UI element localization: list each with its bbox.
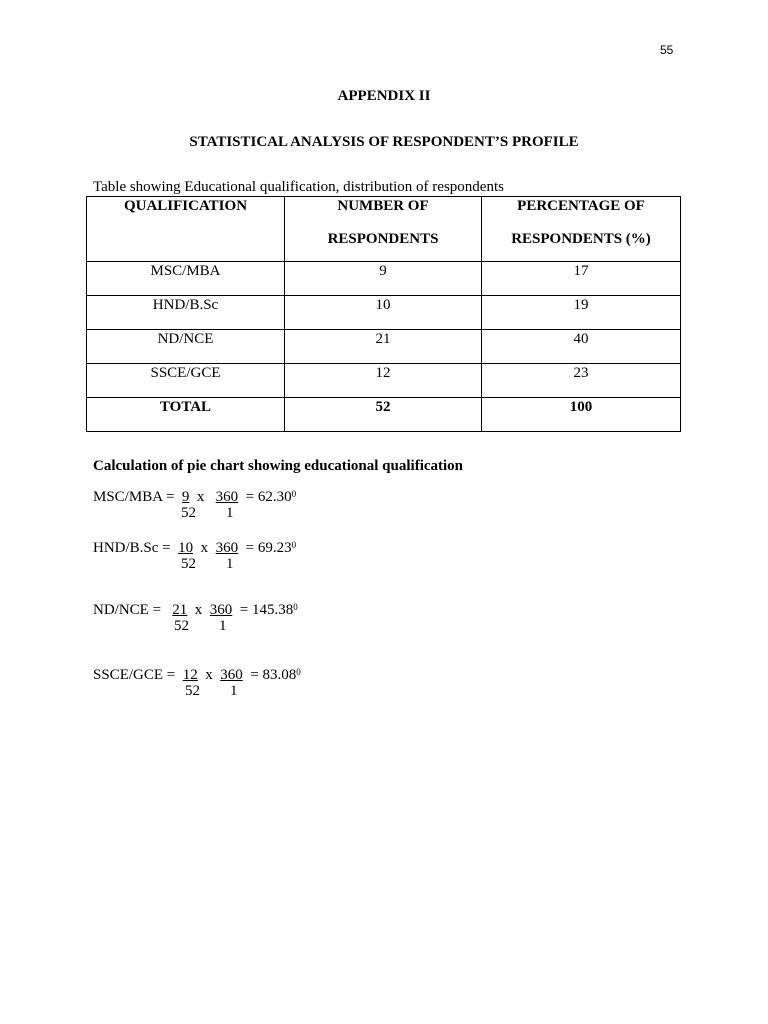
calculation-title: Calculation of pie chart showing educational qualification	[93, 458, 464, 474]
cell-percent: 23	[482, 364, 681, 398]
qualification-table	[86, 196, 681, 432]
cell-number: 21	[285, 330, 482, 364]
header-qualification: QUALIFICATION	[87, 197, 285, 262]
header-percentage-of-respondents: PERCENTAGE OF RESPONDENTS (%)	[482, 197, 681, 262]
calculation-hnd-bsc: HND/B.Sc = 10 x $360 = 69.23^0$ 52 1	[93, 540, 297, 572]
cell-percent: 19	[482, 296, 681, 330]
cell-qualification: MSC/MBA	[87, 262, 285, 296]
appendix-title: APPENDIX II	[337, 88, 431, 104]
cell-number: 9	[285, 262, 482, 296]
table-row	[87, 262, 681, 296]
cell-percent: 17	[482, 262, 681, 296]
total-label: TOTAL	[87, 398, 285, 432]
calculation-ssce-gce: SSCE/GCE = 12 x $360 = 83.08^0$ 52 1	[93, 667, 301, 699]
table-header-row	[87, 197, 681, 262]
table-row	[87, 330, 681, 364]
header-number-of-respondents: NUMBER OF RESPONDENTS	[285, 197, 482, 262]
cell-percent: 40	[482, 330, 681, 364]
calculation-msc-mba: MSC/MBA = 9 x $360 = 62.30^0$ 52 1	[93, 489, 297, 521]
cell-qualification: ND/NCE	[87, 330, 285, 364]
page-number: 55	[660, 43, 674, 57]
cell-qualification: HND/B.Sc	[87, 296, 285, 330]
table-caption: Table showing Educational qualification, distribution of respondents	[93, 179, 504, 195]
cell-number: 12	[285, 364, 482, 398]
total-number: 52	[285, 398, 482, 432]
calculation-nd-nce: ND/NCE = 21 x $360 = 145.38^0$ 52 1	[93, 602, 298, 634]
table-row	[87, 296, 681, 330]
cell-number: 10	[285, 296, 482, 330]
section-title: STATISTICAL ANALYSIS OF RESPONDENT’S PROFILE	[189, 134, 579, 150]
cell-qualification: SSCE/GCE	[87, 364, 285, 398]
total-percent: 100	[482, 398, 681, 432]
table-total-row	[87, 398, 681, 432]
table-row	[87, 364, 681, 398]
